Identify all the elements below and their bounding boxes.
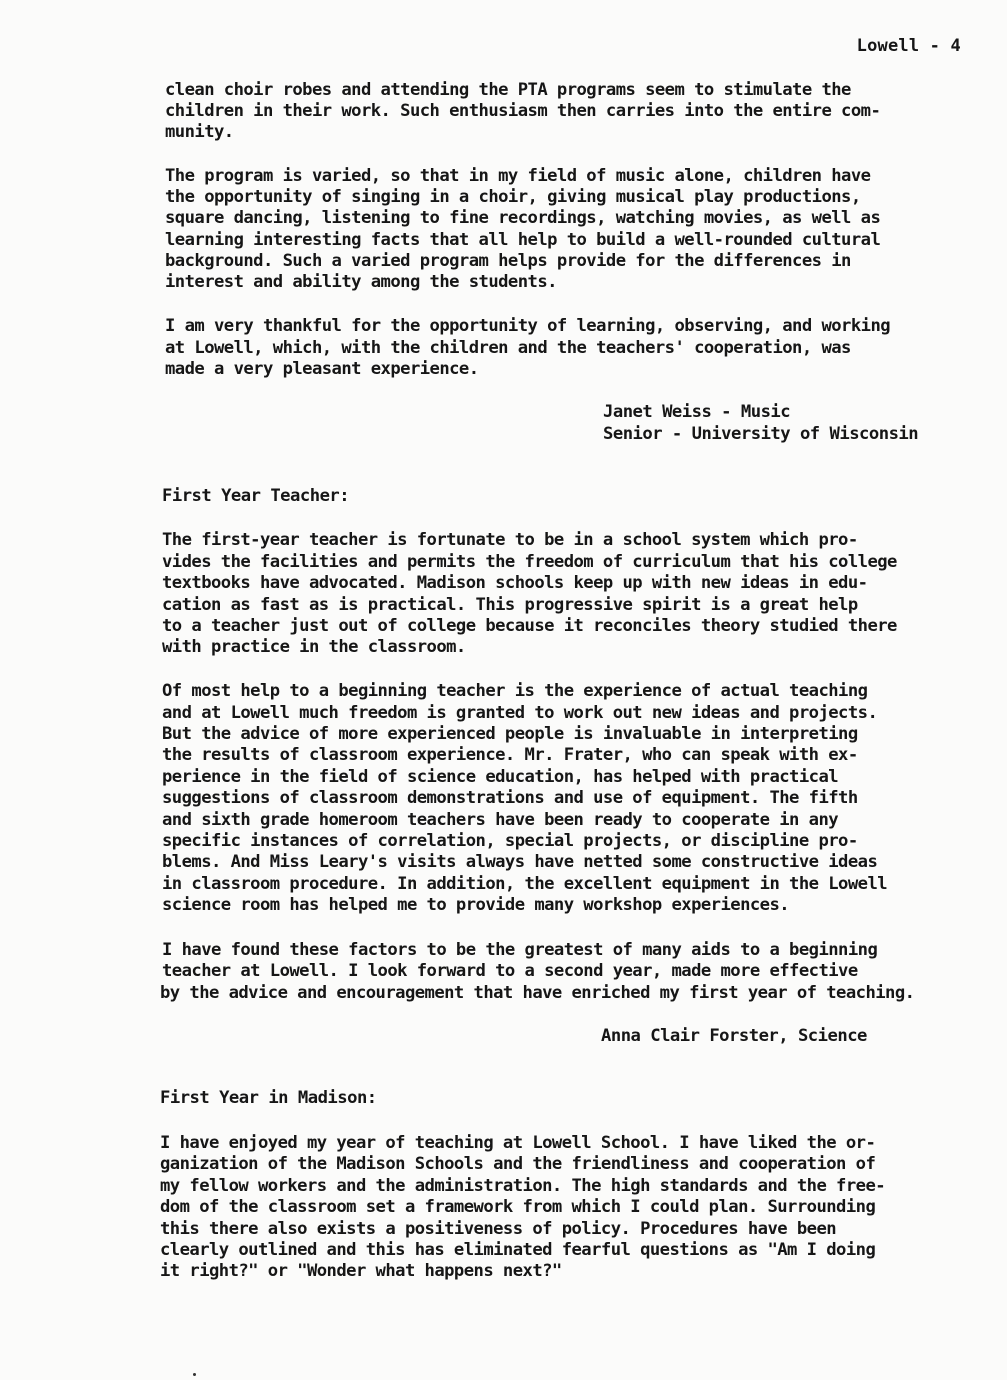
text-line: and sixth grade homeroom teachers have been ready to cooperate in any [162, 810, 839, 830]
text-line: I am very thankful for the opportunity of learning, observing, and working [165, 316, 891, 336]
page-header: Lowell - 4 [856, 36, 961, 56]
text-line: with practice in the classroom. [162, 637, 466, 657]
text-line: science room has helped me to provide many workshop experiences. [162, 895, 790, 915]
text-line: dom of the classroom set a framework from which I could plan. Surrounding [160, 1197, 876, 1217]
section-heading: First Year Teacher: [162, 486, 350, 506]
text-line: made a very pleasant experience. [165, 359, 479, 379]
text-line: interest and ability among the students. [165, 272, 557, 292]
text-line: at Lowell, which, with the children and the teachers' cooperation, was [165, 338, 851, 358]
text-line: I have found these factors to be the greatest of many aids to a beginning [162, 940, 878, 960]
text-line: ganization of the Madison Schools and the friendliness and cooperation of [160, 1154, 876, 1174]
text-line: specific instances of correlation, special projects, or discipline pro- [162, 831, 858, 851]
signature-name: Janet Weiss - Music [603, 402, 791, 422]
text-line: munity. [165, 122, 234, 142]
text-line: and at Lowell much freedom is granted to work out new ideas and projects. [162, 703, 878, 723]
text-line: The program is varied, so that in my field of music alone, children have [165, 166, 871, 186]
text-line: teacher at Lowell. I look forward to a second year, made more effective [162, 961, 858, 981]
text-line: vides the facilities and permits the freedom of curriculum that his college [162, 552, 897, 572]
paper-speck [193, 1373, 196, 1376]
text-line: background. Such a varied program helps provide for the differences in [165, 251, 851, 271]
text-line: the opportunity of singing in a choir, giving musical play productions, [165, 187, 861, 207]
text-line: children in their work. Such enthusiasm then carries into the entire com- [165, 101, 881, 121]
text-line: it right?" or "Wonder what happens next?" [160, 1261, 562, 1281]
text-line: my fellow workers and the administration. The high standards and the free- [160, 1176, 886, 1196]
text-line: But the advice of more experienced people is invaluable in interpreting [162, 724, 858, 744]
text-line: to a teacher just out of college because it reconciles theory studied there [162, 616, 897, 636]
text-line: Of most help to a beginning teacher is the experience of actual teaching [162, 681, 868, 701]
text-line: learning interesting facts that all help to build a well-rounded cultural [165, 230, 881, 250]
text-line: perience in the field of science education, has helped with practical [162, 767, 839, 787]
text-line: suggestions of classroom demonstrations and use of equipment. The fifth [162, 788, 858, 808]
text-line: square dancing, listening to fine recordings, watching movies, as well as [165, 208, 881, 228]
section-heading: First Year in Madison: [160, 1088, 377, 1108]
text-line: by the advice and encouragement that have enriched my first year of teaching. [160, 983, 915, 1003]
signature-name: Anna Clair Forster, Science [601, 1026, 867, 1046]
text-line: The first-year teacher is fortunate to be in a school system which pro- [162, 530, 858, 550]
text-line: cation as fast as is practical. This progressive spirit is a great help [162, 595, 858, 615]
signature-affiliation: Senior - University of Wisconsin [603, 424, 919, 444]
text-line: textbooks have advocated. Madison schools keep up with new ideas in edu- [162, 573, 868, 593]
text-line: clearly outlined and this has eliminated fearful questions as "Am I doing [160, 1240, 876, 1260]
text-line: I have enjoyed my year of teaching at Lowell School. I have liked the or- [160, 1133, 876, 1153]
text-line: blems. And Miss Leary's visits always have netted some constructive ideas [162, 852, 878, 872]
text-line: in classroom procedure. In addition, the excellent equipment in the Lowell [162, 874, 888, 894]
text-line: the results of classroom experience. Mr. Frater, who can speak with ex- [162, 745, 858, 765]
text-line: this there also exists a positiveness of policy. Procedures have been [160, 1219, 837, 1239]
text-line: clean choir robes and attending the PTA programs seem to stimulate the [165, 80, 851, 100]
